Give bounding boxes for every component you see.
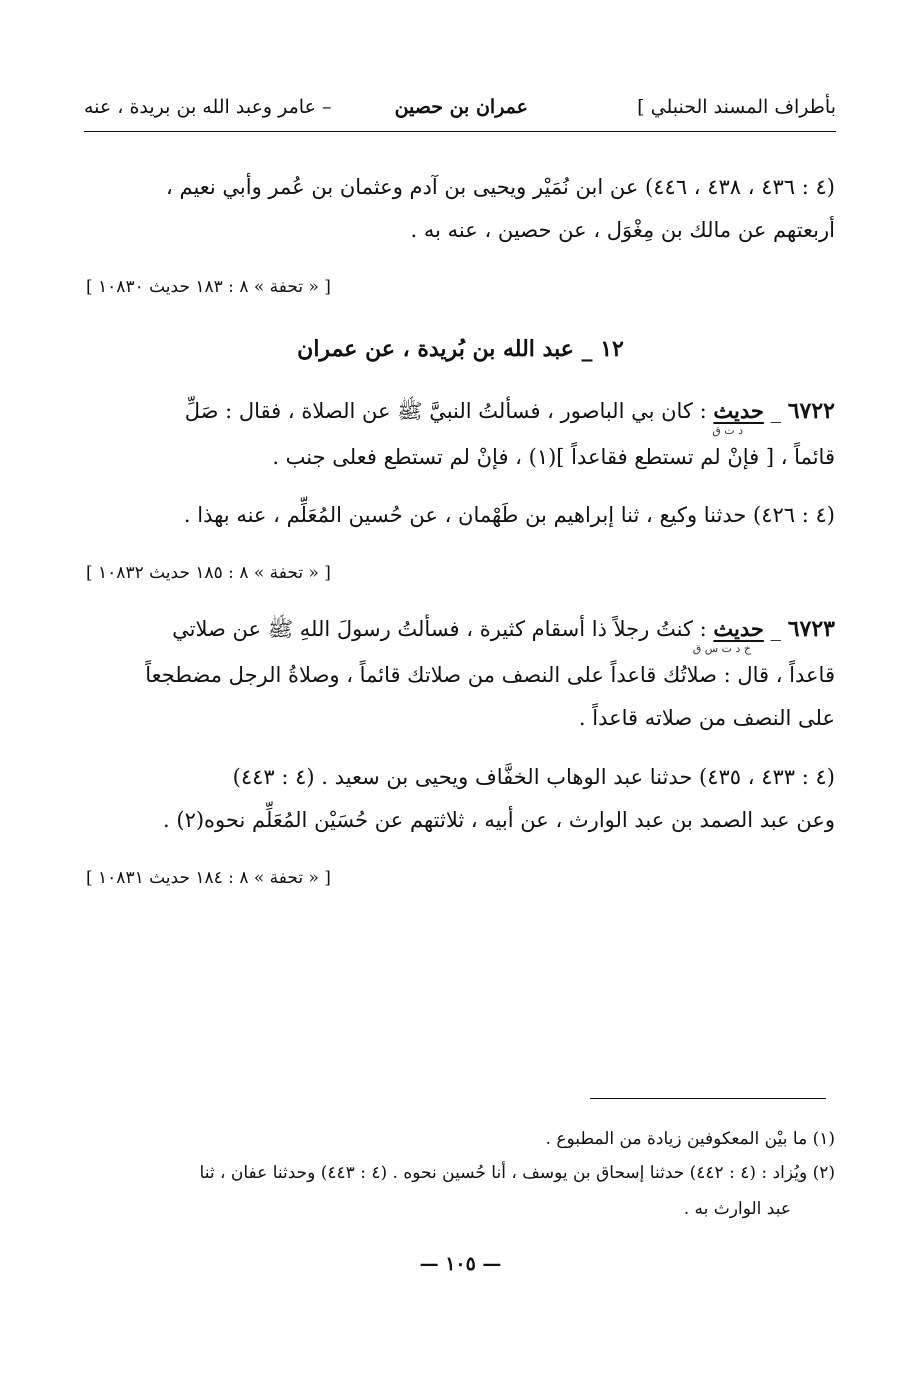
hadith-line: قائماً ، [ فإنْ لم تستطع فقاعداً ](١) ، فإنْ لم تستطع فعلى جنب .: [272, 445, 835, 469]
tuhfa-reference: [ « تحفة » ٨ : ١٨٣ حديث ١٠٨٣٠ ]: [86, 277, 331, 297]
hadith-first-line: ٦٧٢٢ _ حديث : كان بي الباصور ، فسألتُ النبيَّ ﷺ عن الصلاة ، فقال : صَلِّ: [184, 398, 835, 424]
hadith-keyword: حديث: [713, 398, 764, 423]
footnote-rule: [590, 1098, 826, 1099]
header-rule: [84, 131, 836, 132]
isnad-line: (٤ : ٤٣٣ ، ٤٣٥) حدثنا عبد الوهاب الخفَّاف ويحيى بن سعيد . (٤ : ٤٤٣): [232, 765, 835, 789]
hadith-first-line: ٦٧٢٣ _ حديث : كنتُ رجلاً ذا أسقام كثيرة ، فسألتُ رسولَ اللهِ ﷺ عن صلاتي: [172, 616, 835, 642]
header-chapter: عمران بن حصين: [394, 96, 528, 118]
running-header: [84, 96, 836, 132]
hadith-keyword: حديث: [713, 616, 764, 641]
isnad-line: (٤ : ٤٢٦) حدثنا وكيع ، ثنا إبراهيم بن طَهْمان ، عن حُسين المُعَلِّم ، عنه بهذا .: [183, 503, 835, 527]
hadith-sigla: د ت ق: [712, 424, 743, 437]
hadith-line: قاعداً ، قال : صلاتُك قاعداً على النصف من صلاتك قائماً ، وصلاةُ الرجل مضطجعاً: [145, 663, 835, 687]
isnad-line: أربعتهم عن مالك بن مِغْوَل ، عن حصين ، عنه به .: [410, 218, 835, 242]
hadith-line: على النصف من صلاته قاعداً .: [578, 706, 835, 730]
section-heading: ١٢ _ عبد الله بن بُريدة ، عن عمران: [297, 336, 624, 362]
isnad-line: (٤ : ٤٣٦ ، ٤٣٨ ، ٤٤٦) عن ابن نُمَيْر ويحيى بن آدم وعثمان بن عُمر وأبي نعيم ،: [166, 175, 835, 199]
hadith-number: ٦٧٢٢: [787, 398, 835, 424]
hadith-text: : كنتُ رجلاً ذا أسقام كثيرة ، فسألتُ رسولَ اللهِ ﷺ عن صلاتي: [172, 617, 707, 641]
footnote-continuation: عبد الوارث به .: [683, 1199, 791, 1219]
page-number: — ١٠٥ —: [419, 1253, 502, 1275]
footnote: (٢) ويُزاد : (٤ : ٤٤٢) حدثنا إسحاق بن يوسف ، أنا حُسين نحوه . (٤ : ٤٤٣) وحدثنا عفان ، ثنا: [199, 1163, 835, 1183]
header-subject: – عامر وعبد الله بن بريدة ، عنه: [84, 96, 332, 118]
hadith-sigla: خ د ت س ق: [692, 642, 751, 655]
header-book-title: بأطراف المسند الحنبلي ]: [637, 96, 836, 118]
footnote: (١) ما بيْن المعكوفين زيادة من المطبوع .: [545, 1129, 835, 1149]
tuhfa-reference: [ « تحفة » ٨ : ١٨٤ حديث ١٠٨٣١ ]: [86, 868, 331, 888]
tuhfa-reference: [ « تحفة » ٨ : ١٨٥ حديث ١٠٨٣٢ ]: [86, 563, 331, 583]
hadith-text: : كان بي الباصور ، فسألتُ النبيَّ ﷺ عن الصلاة ، فقال : صَلِّ: [184, 399, 707, 423]
isnad-line: وعن عبد الصمد بن عبد الوارث ، عن أبيه ، ثلاثتهم عن حُسَيْن المُعَلِّم نحوه(٢) .: [163, 808, 835, 832]
hadith-number: ٦٧٢٣: [787, 616, 835, 642]
